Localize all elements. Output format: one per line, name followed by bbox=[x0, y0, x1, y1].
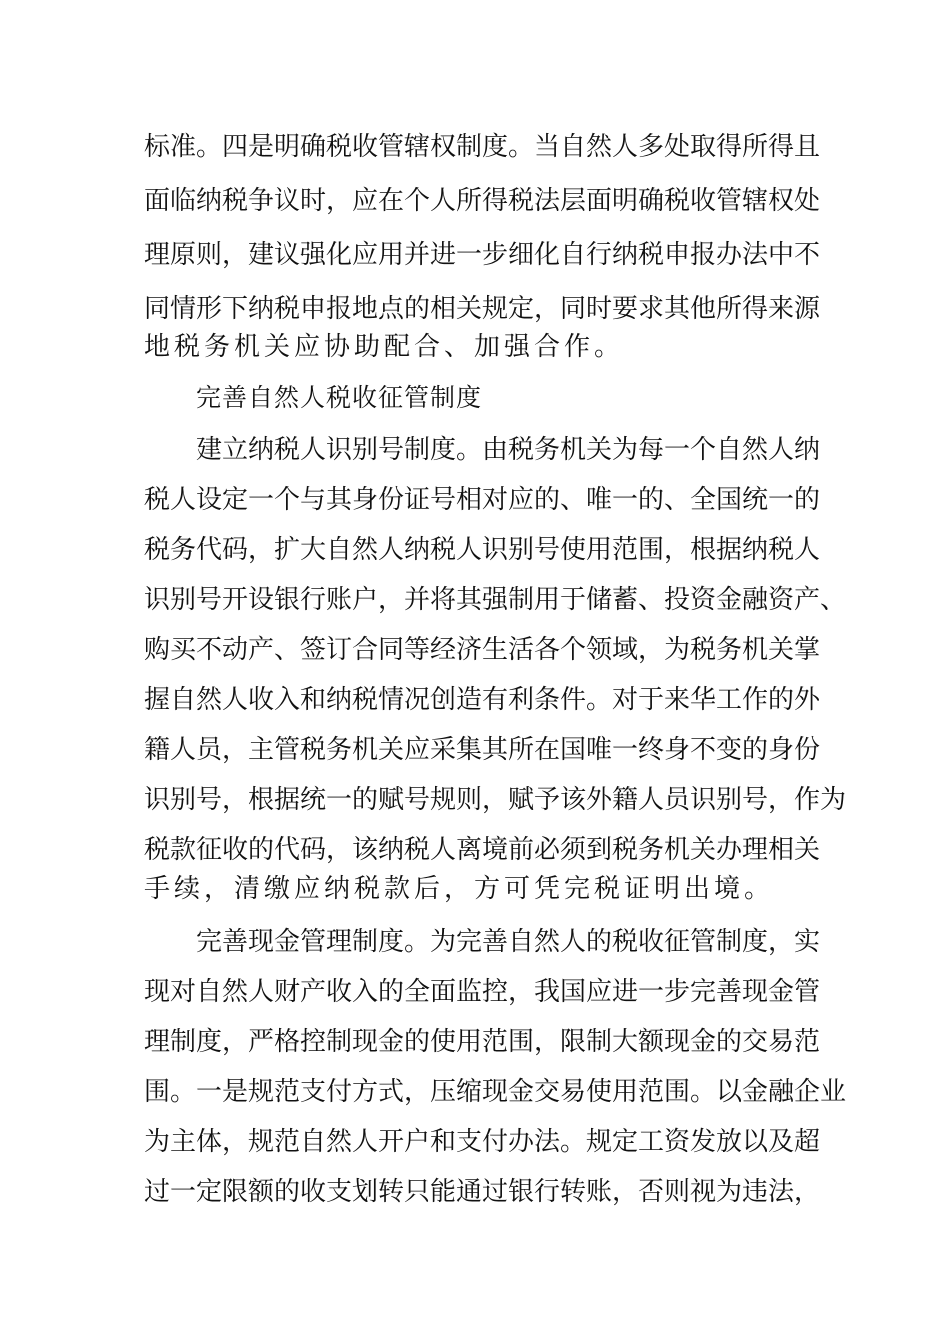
paragraph-line: 同情形下纳税申报地点的相关规定，同时要求其他所得来源 bbox=[144, 294, 821, 324]
paragraph-line: 购买不动产、签订合同等经济生活各个领域，为税务机关掌 bbox=[144, 635, 821, 665]
paragraph-line: 完善现金管理制度。为完善自然人的税收征管制度，实 bbox=[196, 927, 821, 957]
paragraph-line: 识别号开设银行账户，并将其强制用于储蓄、投资金融资产、 bbox=[144, 585, 847, 615]
paragraph-line: 握自然人收入和纳税情况创造有利条件。对于来华工作的外 bbox=[144, 685, 821, 715]
paragraph-line: 现对自然人财产收入的全面监控，我国应进一步完善现金管 bbox=[144, 977, 821, 1007]
paragraph-line: 理制度，严格控制现金的使用范围，限制大额现金的交易范 bbox=[144, 1027, 821, 1057]
paragraph-line: 标准。四是明确税收管辖权制度。当自然人多处取得所得且 bbox=[144, 132, 821, 162]
paragraph-line: 税款征收的代码，该纳税人离境前必须到税务机关办理相关 bbox=[144, 835, 821, 865]
paragraph-line: 过一定限额的收支划转只能通过银行转账，否则视为违法， bbox=[144, 1177, 821, 1207]
paragraph-line: 理原则，建议强化应用并进一步细化自行纳税申报办法中不 bbox=[144, 240, 821, 270]
paragraph-line: 建立纳税人识别号制度。由税务机关为每一个自然人纳 bbox=[196, 435, 821, 465]
paragraph-line: 识别号，根据统一的赋号规则，赋予该外籍人员识别号，作为 bbox=[144, 785, 847, 815]
paragraph-line: 为主体，规范自然人开户和支付办法。规定工资发放以及超 bbox=[144, 1127, 821, 1157]
paragraph-line: 面临纳税争议时，应在个人所得税法层面明确税收管辖权处 bbox=[144, 186, 821, 216]
paragraph-line: 籍人员，主管税务机关应采集其所在国唯一终身不变的身份 bbox=[144, 735, 821, 765]
paragraph-line: 手续，清缴应纳税款后，方可凭完税证明出境。 bbox=[144, 874, 775, 904]
section-heading: 完善自然人税收征管制度 bbox=[196, 383, 483, 412]
paragraph-line: 税务代码，扩大自然人纳税人识别号使用范围，根据纳税人 bbox=[144, 535, 821, 565]
paragraph-line: 地税务机关应协助配合、加强合作。 bbox=[144, 332, 625, 362]
paragraph-line: 税人设定一个与其身份证号相对应的、唯一的、全国统一的 bbox=[144, 485, 821, 515]
paragraph-line: 围。一是规范支付方式，压缩现金交易使用范围。以金融企业 bbox=[144, 1077, 847, 1107]
